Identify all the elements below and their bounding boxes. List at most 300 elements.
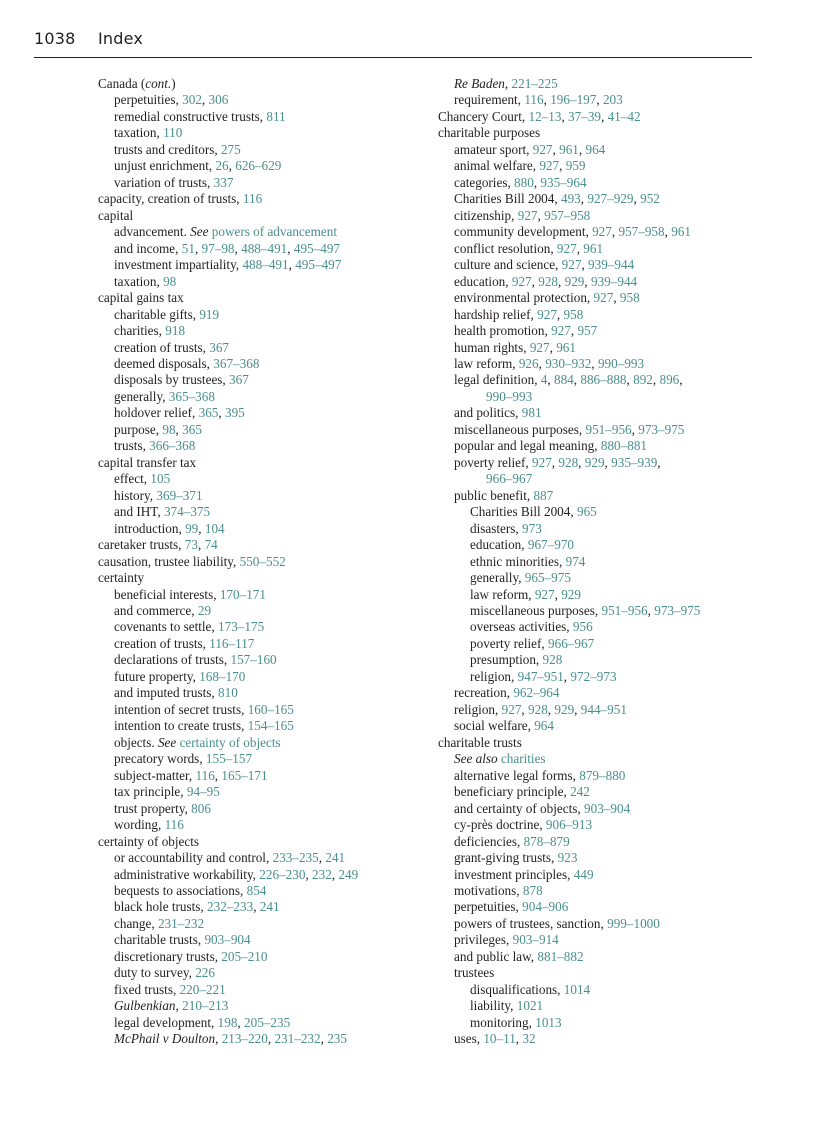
page-reference-link[interactable]: 929	[561, 586, 581, 602]
page-reference-link[interactable]: 892	[633, 372, 653, 388]
entry-text: ,	[533, 174, 541, 190]
page-reference-link[interactable]: 884	[553, 372, 574, 388]
page-reference-link[interactable]: 493	[560, 191, 581, 207]
page-reference-link[interactable]: 116	[524, 92, 544, 108]
entry-text: history,	[114, 487, 157, 503]
page-reference-link[interactable]: 1013	[535, 1014, 562, 1030]
entry-text: human rights,	[454, 339, 530, 355]
index-subentry	[98, 619, 428, 635]
page-reference-link[interactable]: 365–368	[168, 388, 215, 404]
index-subsubentry	[438, 587, 758, 603]
index-subentry	[98, 241, 428, 257]
page-reference-link[interactable]: 965	[576, 504, 597, 520]
page-reference-link[interactable]: 951–956	[601, 603, 648, 618]
page-reference-link[interactable]: 495–497	[295, 257, 342, 273]
entry-text: education,	[470, 537, 528, 553]
entry-text: administrative workability,	[114, 866, 260, 882]
page-reference-link[interactable]: 881–882	[537, 948, 584, 964]
index-subsubentry	[438, 619, 758, 635]
index-subentry	[98, 356, 428, 372]
index-subentry	[438, 372, 758, 388]
entry-text: ,	[626, 372, 634, 388]
page-reference-link[interactable]: 927	[539, 158, 560, 174]
index-subsubentry	[438, 636, 758, 652]
page-reference-link[interactable]: 903–904	[584, 800, 631, 816]
page-reference-link[interactable]: 241	[325, 850, 346, 866]
page-reference-link[interactable]: 927	[529, 339, 550, 355]
index-subsubentry	[438, 998, 758, 1014]
page-reference-link[interactable]: 232–233	[207, 899, 254, 915]
page-reference-link[interactable]: 4	[540, 372, 548, 388]
page-reference-link[interactable]: 878	[522, 882, 543, 898]
entry-text: ,	[601, 108, 608, 124]
page-reference-link[interactable]: powers of advancement	[211, 224, 338, 240]
entry-text: environmental protection,	[454, 290, 594, 306]
page-reference-link[interactable]: 205–210	[221, 948, 268, 964]
page-reference-link[interactable]: 367–368	[213, 355, 260, 371]
page-reference-link[interactable]: 927	[592, 224, 612, 240]
entry-text: ,	[631, 421, 639, 437]
page-reference-link[interactable]: 929	[564, 273, 585, 289]
page-reference-link[interactable]: 928	[528, 701, 548, 717]
entry-text: monitoring,	[470, 1014, 536, 1030]
page-reference-link[interactable]: 990–993	[486, 388, 533, 404]
page-reference-link[interactable]: 74	[204, 537, 218, 553]
page-reference-link[interactable]: 226–230	[259, 866, 306, 882]
index-subentry	[98, 125, 428, 141]
index-subentry	[98, 751, 428, 767]
page-reference-link[interactable]: 928	[558, 454, 579, 470]
page-reference-link[interactable]: 488–491	[241, 240, 288, 256]
page-reference-link[interactable]: 306	[208, 92, 229, 108]
entry-text: trusts and creditors,	[114, 141, 221, 157]
page-reference-link[interactable]: 959	[565, 158, 586, 174]
page-reference-link[interactable]: 928	[538, 273, 559, 289]
italic-text: See also	[454, 751, 498, 767]
page-reference-link[interactable]: 896	[659, 372, 680, 388]
page-reference-link[interactable]: 365	[198, 405, 219, 421]
page-reference-link[interactable]: 233–235	[272, 850, 319, 866]
page-reference-link[interactable]: 880	[514, 174, 534, 190]
page-reference-link[interactable]: certainty of objects	[179, 734, 281, 750]
index-subentry	[438, 422, 758, 438]
page-reference-link[interactable]: 116–117	[209, 635, 255, 651]
entry-text: creation of trusts,	[114, 339, 210, 355]
index-subentry	[98, 883, 428, 899]
entry-text: community development,	[454, 224, 593, 240]
page-reference-link[interactable]: 957–958	[618, 224, 665, 240]
entry-text: certainty	[98, 570, 145, 586]
entry-text: generally,	[470, 570, 525, 586]
page-reference-link[interactable]: 116	[164, 817, 184, 833]
page-reference-link[interactable]: 241	[259, 899, 280, 915]
page-reference-link[interactable]: 929	[554, 701, 575, 717]
index-subentry	[98, 899, 428, 915]
page-reference-link[interactable]: 449	[573, 866, 594, 882]
page-reference-link[interactable]: 37–39	[568, 108, 601, 124]
page-reference-link[interactable]: 973–975	[638, 421, 685, 437]
entry-text: ,	[521, 701, 528, 717]
page-reference-link[interactable]: 972–973	[570, 668, 617, 684]
page-reference-link[interactable]: 880–881	[600, 438, 648, 454]
page-reference-link[interactable]: 1021	[516, 998, 544, 1014]
entry-text: future property,	[114, 668, 200, 684]
page-reference-link[interactable]: 923	[557, 850, 578, 866]
entry-text: trustees	[454, 965, 495, 981]
page-reference-link[interactable]: 903–904	[204, 932, 251, 948]
page-reference-link[interactable]: 116	[242, 191, 263, 207]
entry-text: capital	[98, 207, 134, 223]
index-subentry	[438, 241, 758, 257]
entry-text: ,	[531, 273, 539, 289]
page-reference-link[interactable]: 170–171	[219, 586, 266, 602]
page-reference-link[interactable]: 927	[532, 454, 552, 470]
index-subentry	[98, 175, 428, 191]
entry-text: variation of trusts,	[114, 174, 214, 190]
page-reference-link[interactable]: 12–13	[528, 108, 562, 124]
page-reference-link[interactable]: 97–98	[201, 240, 235, 256]
entry-text: ,	[515, 1031, 523, 1047]
index-continuation	[438, 389, 758, 405]
page-reference-link[interactable]: 957	[577, 323, 598, 339]
page-reference-link[interactable]: 99	[185, 520, 199, 536]
page-reference-link[interactable]: 965–975	[524, 570, 571, 586]
page-reference-link[interactable]: 196–197	[550, 92, 597, 108]
page-reference-link[interactable]: 165–171	[221, 767, 268, 783]
page-reference-link[interactable]: 110	[163, 125, 183, 141]
index-subentry	[438, 191, 758, 207]
index-subentry	[438, 356, 758, 372]
page-reference-link[interactable]: 944–951	[580, 701, 627, 717]
page-reference-link[interactable]: 366–368	[149, 438, 196, 454]
index-subentry	[98, 488, 428, 504]
index-subentry	[98, 224, 428, 240]
page-reference-link[interactable]: 32	[522, 1031, 536, 1047]
entry-text: and income,	[114, 240, 182, 256]
page-reference-link[interactable]: 302	[182, 92, 202, 108]
index-subsubentry	[438, 652, 758, 668]
page-reference-link[interactable]: 999–1000	[607, 915, 660, 931]
entry-text: covenants to settle,	[114, 619, 219, 635]
page-reference-link[interactable]: 275	[220, 141, 241, 157]
page-reference-link[interactable]: 626–629	[235, 158, 282, 174]
page-reference-link[interactable]: 964	[534, 718, 554, 734]
page-reference-link[interactable]: 974	[565, 553, 586, 569]
page-reference-link[interactable]: 232	[312, 866, 332, 882]
page-reference-link[interactable]: 155–157	[205, 751, 253, 767]
entry-text: ,	[537, 207, 545, 223]
page-reference-link[interactable]: 886–888	[580, 372, 627, 388]
page-reference-link[interactable]: 73	[184, 537, 198, 553]
page-reference-link[interactable]: 367	[209, 339, 229, 355]
entry-text: public benefit,	[454, 487, 534, 503]
entry-text: health promotion,	[454, 323, 552, 339]
entry-text: ,	[234, 240, 242, 256]
page-reference-link[interactable]: 395	[224, 405, 245, 421]
entry-text: ,	[558, 273, 565, 289]
entry-text: overseas activities,	[470, 619, 573, 635]
page-reference-link[interactable]: 927	[517, 207, 538, 223]
index-subsubentry	[438, 570, 758, 586]
index-subentry	[438, 867, 758, 883]
entry-text: ,	[604, 454, 612, 470]
page-reference-link[interactable]: 957–958	[544, 207, 591, 223]
page-reference-link[interactable]: 806	[191, 800, 211, 816]
page-reference-link[interactable]: 962–964	[513, 685, 560, 701]
page-reference-link[interactable]: 967–970	[527, 537, 575, 553]
entry-text: ,	[201, 92, 209, 108]
page-reference-link[interactable]: 918	[165, 323, 186, 339]
page-reference-link[interactable]: 226	[195, 965, 215, 981]
page-reference-link[interactable]: 205–235	[244, 1014, 291, 1030]
index-subentry	[438, 76, 758, 92]
entry-text: intention to create trusts,	[114, 718, 248, 734]
entry-text: ,	[647, 603, 655, 618]
page-reference-link[interactable]: 928	[542, 652, 563, 668]
page-reference-link[interactable]: 961	[583, 240, 604, 256]
page-reference-link[interactable]: 930–932	[545, 355, 592, 371]
entry-text: causation, trustee liability,	[98, 553, 240, 569]
index-subsubentry	[438, 504, 758, 520]
entry-text: ,	[538, 355, 546, 371]
index-subentry	[98, 471, 428, 487]
page-reference-link[interactable]: 854	[246, 882, 267, 898]
page-reference-link[interactable]: 887	[533, 487, 554, 503]
entry-text: ,	[175, 421, 183, 437]
index-subentry	[98, 801, 428, 817]
page-reference-link[interactable]: 927	[501, 701, 522, 717]
page-reference-link[interactable]: 98	[163, 273, 177, 289]
page-reference-link[interactable]: 374–375	[163, 504, 211, 520]
page-reference-link[interactable]: 926	[518, 355, 539, 371]
entry-text: ,	[556, 306, 564, 322]
index-heading	[98, 191, 428, 207]
page-reference-link[interactable]: 104	[204, 520, 225, 536]
page-reference-link[interactable]: 927	[593, 290, 614, 306]
page-reference-link[interactable]: 173–175	[218, 619, 265, 635]
page-reference-link[interactable]: 26	[215, 158, 229, 174]
page-reference-link[interactable]: 488–491	[242, 257, 289, 273]
page-reference-link[interactable]: 221–225	[511, 76, 558, 91]
page-reference-link[interactable]: 157–160	[230, 652, 277, 668]
page-reference-link[interactable]: 51	[181, 240, 195, 256]
entry-text: ,	[320, 1031, 328, 1047]
page-reference-link[interactable]: 235	[327, 1031, 347, 1047]
page-reference-link[interactable]: 879–880	[579, 767, 626, 783]
page-reference-link[interactable]: 927	[534, 586, 555, 602]
page-reference-link[interactable]: 810	[218, 685, 238, 701]
entry-text: ,	[198, 520, 205, 536]
entry-text: ,	[175, 998, 183, 1014]
page-reference-link[interactable]: 927	[551, 323, 571, 339]
entry-text: miscellaneous purposes,	[470, 603, 602, 618]
index-subentry	[98, 307, 428, 323]
page-reference-link[interactable]: 29	[197, 603, 212, 618]
page-reference-link[interactable]: 242	[570, 784, 590, 800]
entry-text: ,	[574, 701, 581, 717]
index-subentry	[438, 834, 758, 850]
page-reference-link[interactable]: 927	[537, 306, 557, 322]
page-reference-link[interactable]: 964	[585, 141, 606, 157]
entry-text: ,	[591, 355, 598, 371]
italic-text: Gulbenkian	[114, 998, 176, 1014]
page-reference-link[interactable]: charities	[500, 751, 546, 767]
page-reference-link[interactable]: 231–232	[274, 1031, 321, 1047]
index-subentry	[98, 636, 428, 652]
page-reference-link[interactable]: 961	[556, 339, 576, 355]
index-subentry	[98, 1015, 428, 1031]
index-heading	[438, 109, 758, 125]
page-reference-link[interactable]: 927	[532, 141, 553, 157]
page-reference-link[interactable]: 927	[561, 257, 582, 273]
entry-text: miscellaneous purposes,	[454, 421, 586, 437]
page-reference-link[interactable]: 966–967	[548, 635, 595, 651]
page-reference-link[interactable]: 929	[584, 454, 605, 470]
page-reference-link[interactable]: 94–95	[186, 784, 220, 800]
index-subentry	[98, 1031, 428, 1047]
index-heading	[98, 570, 428, 586]
entry-text: Charities Bill 2004,	[454, 191, 561, 207]
entry-text: social welfare,	[454, 718, 535, 734]
index-subentry	[438, 208, 758, 224]
page-reference-link[interactable]: 365	[182, 421, 202, 437]
index-heading	[98, 208, 428, 224]
index-subentry	[98, 257, 428, 273]
italic-text: See	[190, 224, 209, 240]
entry-text: ,	[549, 339, 557, 355]
index-heading	[98, 537, 428, 553]
index-subentry	[98, 916, 428, 932]
index-subentry	[438, 751, 758, 767]
entry-text: tax principle,	[114, 784, 187, 800]
entry-text: religion,	[470, 668, 518, 684]
index-subentry	[98, 92, 428, 108]
entry-text: duty to survey,	[114, 965, 196, 981]
index-subsubentry	[438, 537, 758, 553]
page-reference-link[interactable]: 981	[521, 405, 542, 421]
entry-text: hardship relief,	[454, 306, 538, 322]
entry-text: taxation,	[114, 273, 164, 289]
entry-text: intention of secret trusts,	[114, 701, 248, 717]
page-reference-link[interactable]: 935–964	[540, 174, 587, 190]
page-reference-link[interactable]: 154–165	[247, 718, 294, 734]
index-column-left	[98, 76, 428, 1048]
page-reference-link[interactable]: 41–42	[607, 108, 641, 124]
page-reference-link[interactable]: 213–220	[221, 1031, 268, 1047]
entry-text: beneficiary principle,	[454, 784, 571, 800]
page-reference-link[interactable]: 231–232	[157, 915, 205, 931]
entry-text: holdover relief,	[114, 405, 199, 421]
page-header	[34, 27, 752, 58]
index-subentry	[98, 587, 428, 603]
entry-text: grant-giving trusts,	[454, 850, 558, 866]
entry-text: ,	[504, 76, 512, 91]
page-reference-link[interactable]: 198	[217, 1014, 238, 1030]
index-subentry	[438, 965, 758, 981]
page-reference-link[interactable]: 116	[195, 767, 215, 783]
page-reference-link[interactable]: 105	[150, 471, 171, 487]
page-reference-link[interactable]: 337	[213, 174, 234, 190]
page-reference-link[interactable]: 904–906	[522, 899, 569, 915]
page-reference-link[interactable]: 939–944	[588, 257, 635, 273]
page-reference-link[interactable]: 935–939	[611, 454, 658, 470]
entry-text: and commerce,	[114, 603, 198, 618]
entry-text: ,	[652, 372, 660, 388]
entry-text: ,	[559, 158, 566, 174]
page-reference-link[interactable]: 1014	[563, 981, 591, 997]
page-reference-link[interactable]: 550–552	[239, 553, 286, 569]
index-heading	[438, 735, 758, 751]
page-reference-link[interactable]: 98	[162, 421, 176, 437]
page-reference-link[interactable]: 927	[556, 240, 577, 256]
entry-text: purpose,	[114, 421, 163, 437]
page-reference-link[interactable]: 961	[671, 224, 691, 240]
entry-text: advancement.	[114, 224, 191, 240]
page-reference-link[interactable]: 369–371	[156, 487, 203, 503]
page-reference-link[interactable]: 367	[229, 372, 249, 388]
index-subentry	[98, 702, 428, 718]
page-reference-link[interactable]: 952	[640, 191, 660, 207]
index-subentry	[438, 405, 758, 421]
index-subentry	[438, 784, 758, 800]
entry-text: ,	[581, 257, 589, 273]
entry-text: ,	[237, 1014, 245, 1030]
page-reference-link[interactable]: 927–929	[587, 191, 634, 207]
page-reference-link[interactable]: 906–913	[545, 817, 593, 833]
page-reference-link[interactable]: 249	[338, 866, 359, 882]
index-subentry	[438, 883, 758, 899]
page-reference-link[interactable]: 958	[619, 290, 640, 306]
entry-text: ,	[554, 586, 562, 602]
page-reference-link[interactable]: 939–944	[590, 273, 638, 289]
page-reference-link[interactable]: 961	[559, 141, 579, 157]
page-reference-link[interactable]: 220–221	[179, 981, 226, 997]
page-reference-link[interactable]: 210–213	[182, 998, 229, 1014]
entry-text: charitable purposes	[438, 125, 541, 141]
index-subentry	[98, 504, 428, 520]
page-reference-link[interactable]: 951–956	[585, 421, 632, 437]
page-reference-link[interactable]: 973–975	[654, 603, 701, 618]
entry-text: law reform,	[454, 355, 519, 371]
page-reference-link[interactable]: 903–914	[512, 932, 559, 948]
page-reference-link[interactable]: 966–967	[486, 471, 533, 487]
page-reference-link[interactable]: 203	[602, 92, 623, 108]
page-reference-link[interactable]: 495–497	[293, 240, 340, 256]
page-reference-link[interactable]: 10–11	[483, 1031, 516, 1047]
page-reference-link[interactable]: 956	[572, 619, 593, 635]
page-reference-link[interactable]: 973	[522, 520, 542, 536]
index-subsubentry	[438, 521, 758, 537]
index-subentry	[98, 998, 428, 1014]
page-reference-link[interactable]: 160–165	[247, 701, 294, 717]
page-reference-link[interactable]: 919	[199, 306, 220, 322]
entry-text: ,	[633, 191, 641, 207]
entry-text: ,	[584, 273, 591, 289]
entry-text: trusts,	[114, 438, 150, 454]
entry-text: charitable gifts,	[114, 306, 200, 322]
page-reference-link[interactable]: 958	[563, 306, 584, 322]
page-reference-link[interactable]: 947–951	[517, 668, 564, 684]
index-heading	[98, 834, 428, 850]
page-reference-link[interactable]: 811	[266, 108, 286, 124]
index-subentry	[438, 685, 758, 701]
running-head: Index	[98, 29, 144, 48]
entry-text: uses,	[454, 1031, 484, 1047]
page-reference-link[interactable]: 168–170	[199, 668, 246, 684]
page-reference-link[interactable]: 990–993	[597, 355, 645, 371]
page-reference-link[interactable]: 878–879	[523, 833, 570, 849]
page-reference-link[interactable]: 927	[511, 273, 532, 289]
